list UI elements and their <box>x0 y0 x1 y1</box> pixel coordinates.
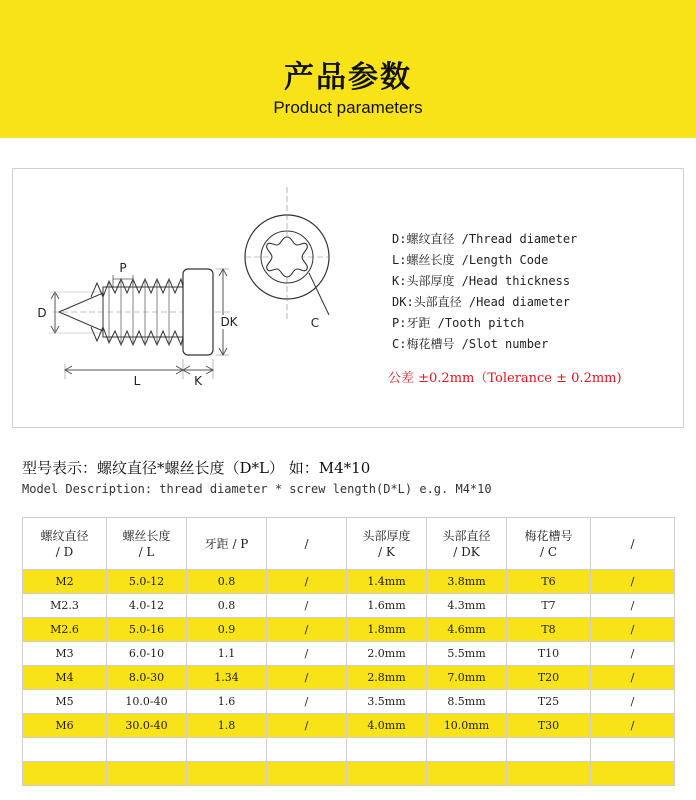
table-row-empty <box>23 762 675 786</box>
cell <box>23 762 107 786</box>
cell: M3 <box>23 642 107 666</box>
cell <box>187 762 267 786</box>
cell: 2.0mm <box>347 642 427 666</box>
table-row <box>23 690 675 714</box>
cell: / <box>267 690 347 714</box>
cell: 5.5mm <box>427 642 507 666</box>
header-blank-2: / <box>591 518 675 570</box>
page-subtitle: Product parameters <box>273 98 423 117</box>
cell <box>507 738 591 762</box>
cell <box>427 738 507 762</box>
spec-thread-diameter: D:螺纹直径 /Thread diameter <box>392 232 578 246</box>
cell: T7 <box>507 594 591 618</box>
cell: T20 <box>507 666 591 690</box>
model-description-en: Model Description: thread diameter * screw length(D*L) e.g. M4*10 <box>22 482 492 496</box>
spec-legend <box>392 229 577 355</box>
cell <box>267 762 347 786</box>
cell <box>347 762 427 786</box>
cell: 7.0mm <box>427 666 507 690</box>
label-c: C <box>310 316 320 330</box>
table-row-empty <box>23 738 675 762</box>
page-title: 产品参数 <box>284 60 412 95</box>
cell: 3.5mm <box>347 690 427 714</box>
table-row <box>23 618 675 642</box>
cell <box>427 762 507 786</box>
cell: 1.6 <box>187 690 267 714</box>
diagram-panel <box>12 168 684 428</box>
cell <box>347 738 427 762</box>
table-row <box>23 714 675 738</box>
cell <box>187 738 267 762</box>
cell: 10.0mm <box>427 714 507 738</box>
header-head-diameter: 头部直径 / DK <box>427 518 507 570</box>
cell: 2.8mm <box>347 666 427 690</box>
cell: / <box>591 570 675 594</box>
header-head-thickness: 头部厚度 / K <box>347 518 427 570</box>
cell <box>591 762 675 786</box>
cell <box>507 762 591 786</box>
cell: 6.0-10 <box>107 642 187 666</box>
spec-head-thickness: K:头部厚度 /Head thickness <box>392 274 571 288</box>
cell: 1.8 <box>187 714 267 738</box>
cell: 3.8mm <box>427 570 507 594</box>
header-thread-diameter: 螺纹直径 / D <box>23 518 107 570</box>
cell: / <box>267 666 347 690</box>
cell: 1.6mm <box>347 594 427 618</box>
table-row <box>23 642 675 666</box>
header-slot-number: 梅花槽号 / C <box>507 518 591 570</box>
label-p: P <box>119 261 127 275</box>
cell: / <box>591 714 675 738</box>
table-row <box>23 594 675 618</box>
cell: 1.1 <box>187 642 267 666</box>
cell: 4.6mm <box>427 618 507 642</box>
cell: M2.6 <box>23 618 107 642</box>
cell <box>107 762 187 786</box>
cell: / <box>591 594 675 618</box>
table-header-row <box>23 518 675 570</box>
cell: M4 <box>23 666 107 690</box>
label-d: D <box>37 306 47 320</box>
cell: / <box>267 618 347 642</box>
cell: T10 <box>507 642 591 666</box>
cell: 1.8mm <box>347 618 427 642</box>
cell: T6 <box>507 570 591 594</box>
spec-length-code: L:螺丝长度 /Length Code <box>392 253 549 267</box>
cell: 0.9 <box>187 618 267 642</box>
cell: 8.0-30 <box>107 666 187 690</box>
model-description-cn: 型号表示：螺纹直径*螺丝长度（D*L） 如：M4*10 <box>22 459 371 477</box>
header-blank-1: / <box>267 518 347 570</box>
cell: 0.8 <box>187 594 267 618</box>
cell: 4.3mm <box>427 594 507 618</box>
cell: M6 <box>23 714 107 738</box>
header-banner <box>0 0 696 138</box>
cell: 4.0-12 <box>107 594 187 618</box>
cell: 10.0-40 <box>107 690 187 714</box>
spec-tooth-pitch: P:牙距 /Tooth pitch <box>392 316 525 330</box>
cell: T25 <box>507 690 591 714</box>
cell: 1.34 <box>187 666 267 690</box>
label-dk: DK <box>220 315 238 329</box>
cell: 30.0-40 <box>107 714 187 738</box>
label-l: L <box>133 374 141 388</box>
cell: / <box>591 618 675 642</box>
cell: / <box>591 642 675 666</box>
cell: / <box>267 570 347 594</box>
cell <box>23 738 107 762</box>
cell: / <box>267 714 347 738</box>
cell: 5.0-12 <box>107 570 187 594</box>
cell <box>591 738 675 762</box>
cell: M2.3 <box>23 594 107 618</box>
cell: 5.0-16 <box>107 618 187 642</box>
cell: / <box>591 666 675 690</box>
cell <box>107 738 187 762</box>
cell <box>267 738 347 762</box>
spec-head-diameter: DK:头部直径 /Head diameter <box>392 295 571 309</box>
cell: 8.5mm <box>427 690 507 714</box>
cell: 1.4mm <box>347 570 427 594</box>
cell: / <box>267 642 347 666</box>
spec-slot-number: C:梅花槽号 /Slot number <box>392 337 549 351</box>
cell: M5 <box>23 690 107 714</box>
table-row <box>23 666 675 690</box>
parameters-table <box>22 517 675 786</box>
cell: 0.8 <box>187 570 267 594</box>
cell: M2 <box>23 570 107 594</box>
cell: T8 <box>507 618 591 642</box>
torx-head-view <box>245 187 329 319</box>
label-k: K <box>194 374 202 388</box>
table-row <box>23 570 675 594</box>
cell: / <box>267 594 347 618</box>
tolerance-note: 公差 ±0.2mm（Tolerance ± 0.2mm) <box>388 371 622 386</box>
header-pitch: 牙距 / P <box>187 518 267 570</box>
cell: / <box>591 690 675 714</box>
cell: 4.0mm <box>347 714 427 738</box>
screw-diagram <box>13 169 683 427</box>
header-length: 螺丝长度 / L <box>107 518 187 570</box>
cell: T30 <box>507 714 591 738</box>
